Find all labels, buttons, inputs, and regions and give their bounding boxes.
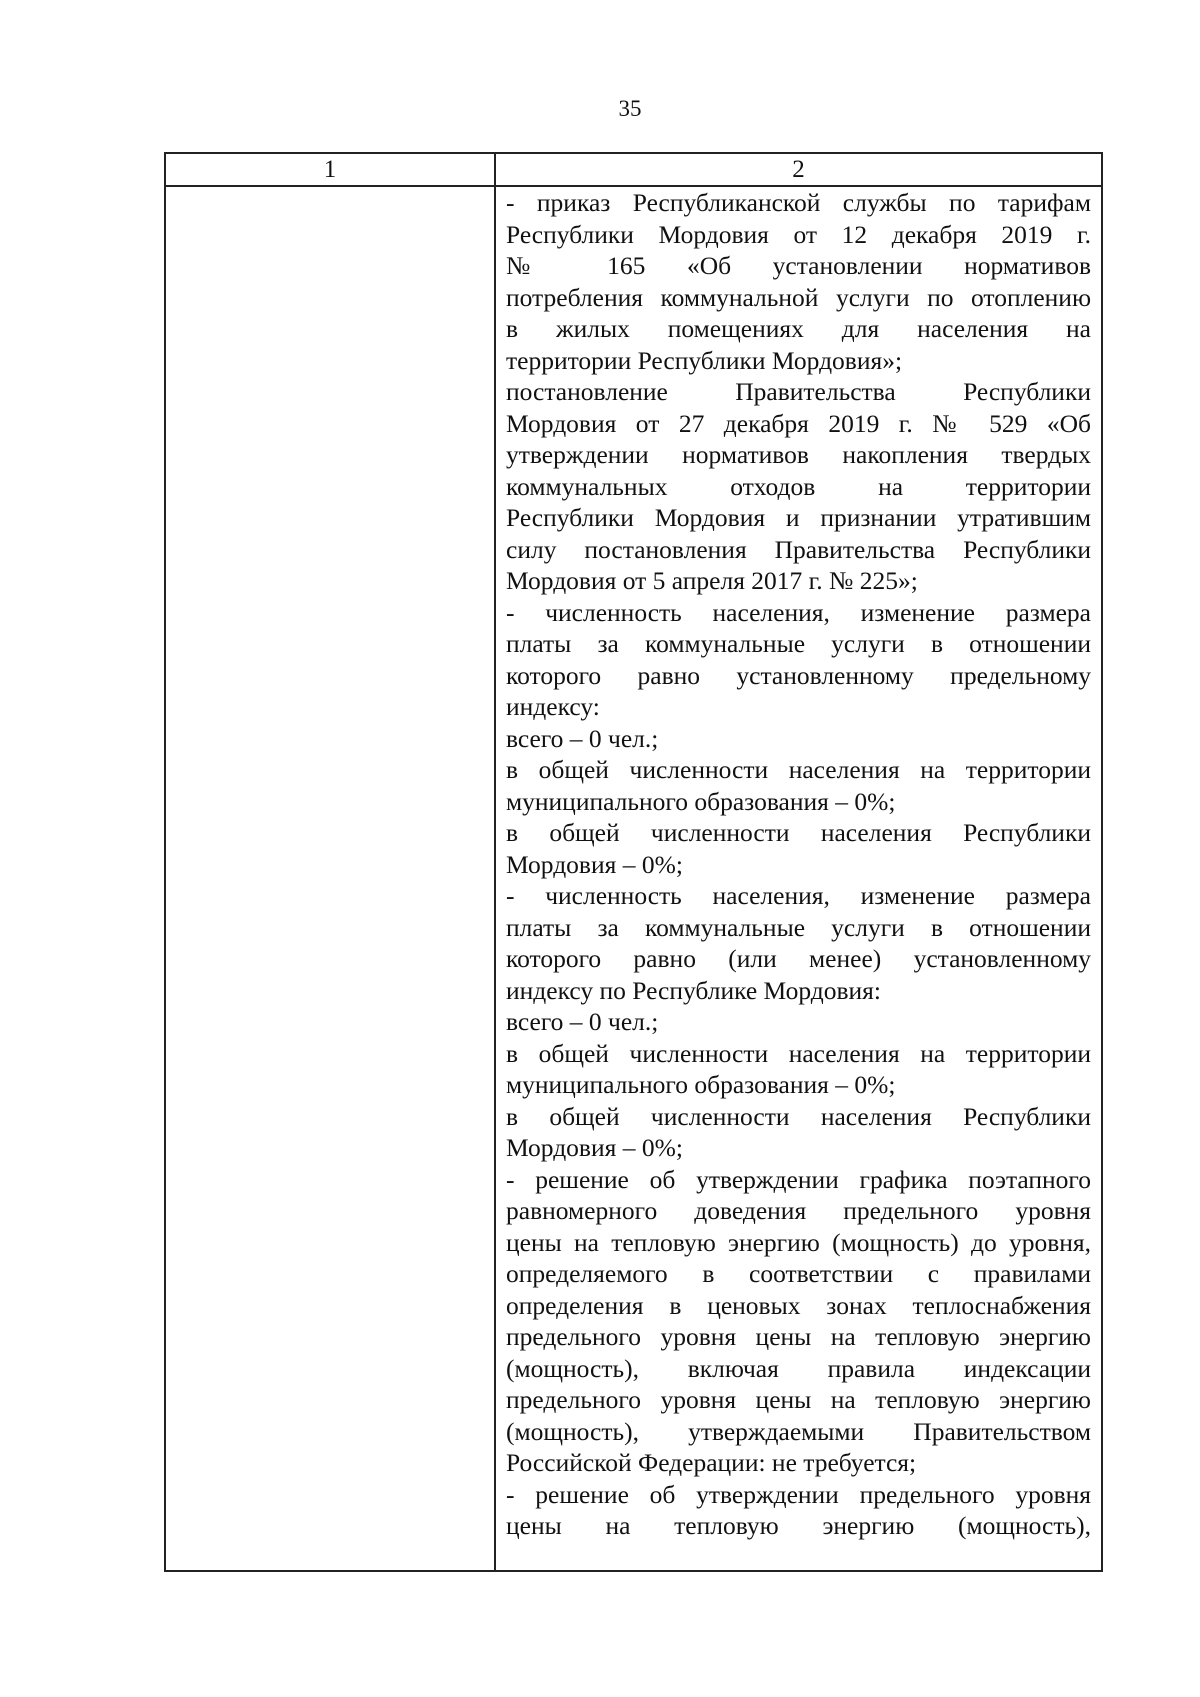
text-line: Мордовия от 27 декабря 2019 г. № 529 «Об	[506, 408, 1091, 438]
text-line: определяемого в соответствии с правилами	[506, 1259, 1091, 1288]
text-line: Мордовия от 5 апреля 2017 г. № 225»;	[506, 566, 918, 595]
text-line: Российской Федерации: не требуется;	[506, 1448, 917, 1477]
text-line: равномерного доведения предельного уровня	[506, 1196, 1091, 1225]
document-table	[164, 152, 1103, 1572]
text-line: (мощность), включая правила индексации	[506, 1353, 1091, 1383]
text-line: Республики Мордовия от 12 декабря 2019 г.	[506, 219, 1091, 249]
page-number: 35	[618, 96, 642, 121]
column-header-1: 1	[165, 153, 495, 186]
text-line: территории Республики Мордовия»;	[506, 345, 903, 375]
text-line: определения в ценовых зонах теплоснабжения	[506, 1290, 1091, 1320]
text-line: платы за коммунальные услуги в отношении	[506, 629, 1091, 658]
text-line: муниципального образования – 0%;	[506, 786, 896, 816]
text-line: Мордовия – 0%;	[506, 849, 683, 879]
text-line: Мордовия – 0%;	[506, 1133, 683, 1162]
text-line: всего – 0 чел.;	[506, 1007, 659, 1036]
text-line: Республики Мордовия и признании утратившим	[506, 503, 1091, 532]
text-line: муниципального образования – 0%;	[506, 1070, 896, 1099]
text-line: утверждении нормативов накопления твердых	[506, 440, 1091, 469]
text-line: платы за коммунальные услуги в отношении	[506, 912, 1091, 942]
text-line: - численность населения, изменение размера	[506, 597, 1091, 627]
text-line: - приказ Республиканской службы по тарифам	[506, 188, 1091, 217]
text-line: индексу по Республике Мордовия:	[506, 975, 881, 1005]
text-line: которого равно (или менее) установленному	[506, 944, 1091, 973]
text-line: всего – 0 чел.;	[506, 723, 659, 753]
text-line: предельного уровня цены на тепловую энергию	[506, 1385, 1091, 1414]
text-line: в общей численности населения Республики	[506, 1101, 1091, 1131]
text-line: в общей численности населения на территории	[506, 1038, 1091, 1068]
text-line: - численность населения, изменение размера	[506, 881, 1091, 910]
table-cell-left	[165, 186, 495, 1571]
table-header-row	[165, 153, 1102, 186]
text-line: в общей численности населения Республики	[506, 818, 1091, 847]
text-line: силу постановления Правительства Республики	[506, 534, 1091, 564]
text-line: потребления коммунальной услуги по отоплению	[506, 282, 1091, 312]
text-line: - решение об утверждении графика поэтапного	[506, 1164, 1091, 1194]
column-header-2: 2	[495, 153, 1102, 186]
text-line: в жилых помещениях для населения на	[506, 314, 1091, 343]
text-line: коммунальных отходов на территории	[506, 471, 1091, 501]
text-line: предельного уровня цены на тепловую энергию	[506, 1322, 1091, 1351]
table-row	[165, 186, 1102, 1571]
text-line: индексу:	[506, 692, 600, 721]
right-cell-text	[506, 187, 1091, 1542]
text-line: (мощность), утверждаемыми Правительством	[506, 1416, 1091, 1446]
text-line: цены на тепловую энергию (мощность) до уровня,	[506, 1227, 1091, 1257]
table-cell-right	[495, 186, 1102, 1571]
text-line: цены на тепловую энергию (мощность),	[506, 1511, 1091, 1540]
text-line: постановление Правительства Республики	[506, 377, 1091, 406]
text-line: которого равно установленному предельному	[506, 660, 1091, 690]
text-line: в общей численности населения на территории	[506, 755, 1091, 784]
text-line: № 165 «Об установлении нормативов	[506, 251, 1091, 280]
text-line: - решение об утверждении предельного уровня	[506, 1479, 1091, 1509]
